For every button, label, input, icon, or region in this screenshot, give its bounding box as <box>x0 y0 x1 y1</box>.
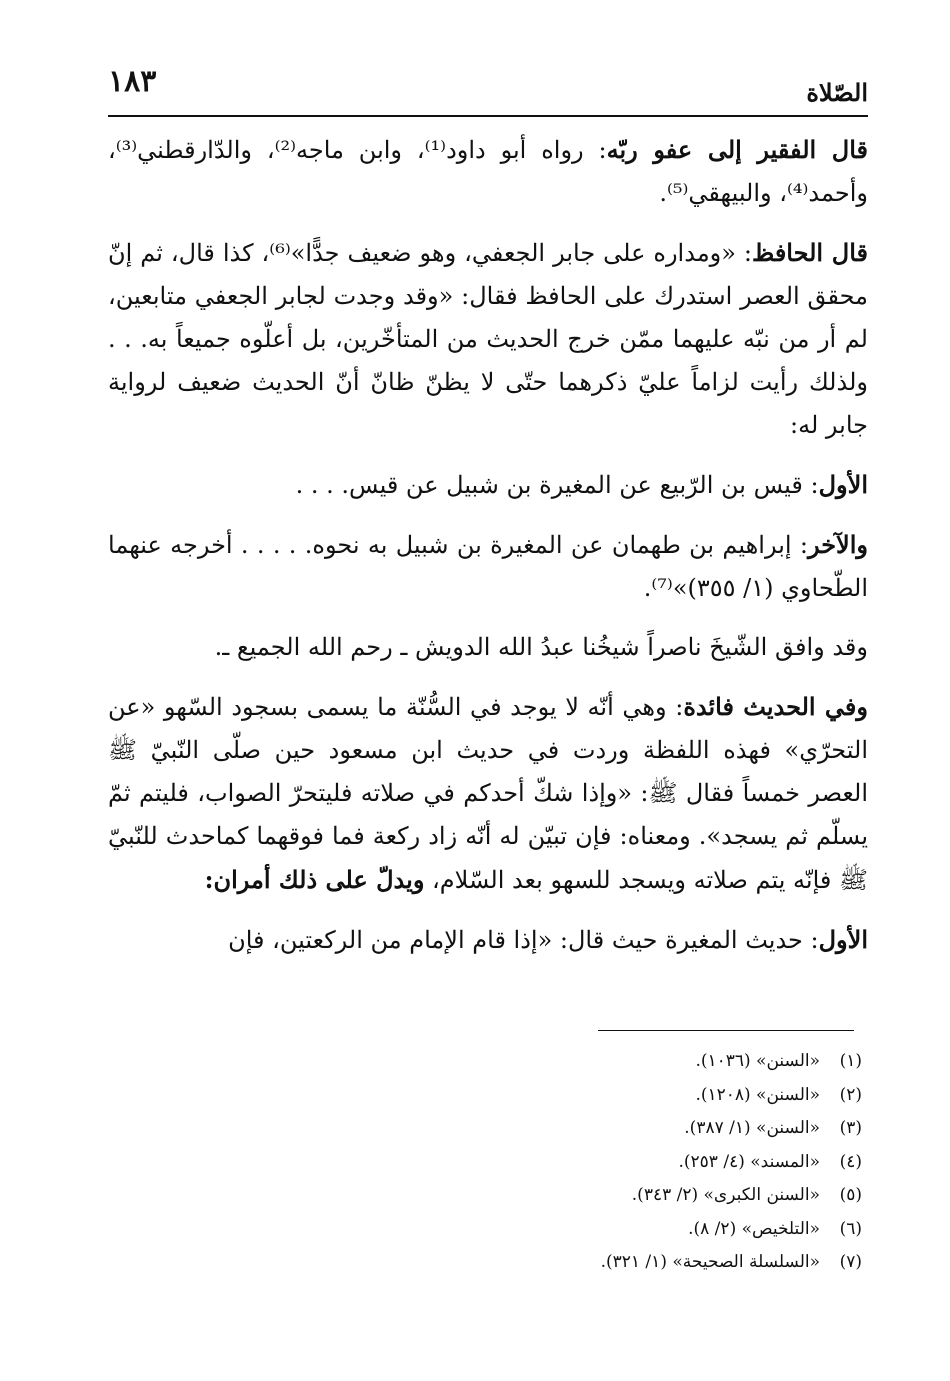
paragraph-lead: وفي الحديث فائدة <box>683 692 868 721</box>
footnote-rule <box>598 1030 854 1031</box>
footnote-number: (١) <box>839 1051 862 1071</box>
paragraph-lead: قال الفقير إلى عفو ربّه <box>606 135 869 164</box>
footnote-number: (٦) <box>839 1218 862 1239</box>
footnote-text: «المسند» (٤/ ٢٥٣). <box>678 1151 820 1172</box>
footnote-item <box>402 1079 862 1113</box>
footnote-number: (٥) <box>839 1185 862 1205</box>
paragraph-4 <box>108 523 868 610</box>
footnote-number: (٤) <box>839 1151 862 1172</box>
footnote-text: «السنن» (١٢٠٨). <box>695 1084 820 1105</box>
paragraph-3 <box>108 463 868 507</box>
footnote-item <box>402 1213 862 1247</box>
paragraph-text: وقد وافق الشّيخَ ناصراً شيخُنا عبدُ الله الدويش ـ رحم الله الجميع ـ. <box>214 633 868 661</box>
paragraph-2 <box>108 231 868 447</box>
footnote-text: «السنن» (١٠٣٦). <box>695 1051 820 1071</box>
footnote-item <box>402 1146 862 1180</box>
footnote-text: «السنن الكبرى» (٢/ ٣٤٣). <box>631 1185 820 1205</box>
footnote-item <box>402 1246 862 1280</box>
paragraph-lead: قال الحافظ <box>752 238 869 267</box>
footnote-text: «السنن» (١/ ٣٨٧). <box>684 1118 820 1138</box>
paragraph-lead: والآخر <box>807 530 868 559</box>
page-number: ١٨٣ <box>108 64 157 99</box>
paragraph-text: : «ومداره على جابر الجعفي، وهو ضعيف جدًّا»⁽⁶⁾، كذا قال، ثم إنّ محقق العصر استدرك على الحافظ فقال: «وقد وجدت لجابر الجعفي متابعين، لم أر من نبّه عليهما ممّن خرج الحديث من المتأخّرين، بل أعلّوه جميعاً به. . . ولذلك رأيت لزاماً عليّ ذكرهما حتّى لا يظنّ ظانّ أنّ الحديث ضعيف لرواية جابر له: <box>108 239 868 439</box>
paragraph-text: : إبراهيم بن طهمان عن المغيرة بن شبيل به نحوه. . . . . أخرجه عنهما الطّحاوي (١/ ٣٥٥)»⁽⁷⁾. <box>108 531 868 602</box>
running-title: الصّلاة <box>806 78 868 107</box>
header-rule <box>108 115 868 117</box>
page-header <box>108 60 868 108</box>
footnote-number: (٣) <box>839 1118 862 1138</box>
footnote-number: (٢) <box>839 1084 862 1105</box>
paragraph-tail: ويدلّ على ذلك أمران: <box>204 865 425 894</box>
footnote-text: «السلسلة الصحيحة» (١/ ٣٢١). <box>600 1252 820 1272</box>
footnote-item <box>402 1179 862 1213</box>
footnote-text: «التلخيص» (٢/ ٨). <box>688 1218 820 1239</box>
main-text <box>108 128 868 978</box>
paragraph-text: : حديث المغيرة حيث قال: «إذا قام الإمام من الركعتين، فإن <box>228 926 819 954</box>
paragraph-lead: الأول <box>818 470 868 499</box>
paragraph-5 <box>108 626 868 669</box>
paragraph-text: : قيس بن الرّبيع عن المغيرة بن شبيل عن قيس. . . . <box>295 471 819 499</box>
paragraph-text: : رواه أبو داود⁽¹⁾، وابن ماجه⁽²⁾، والدّارقطني⁽³⁾، وأحمد⁽⁴⁾، والبيهقي⁽⁵⁾. <box>108 136 868 207</box>
footnote-item <box>402 1112 862 1146</box>
paragraph-6 <box>108 685 868 902</box>
paragraph-1 <box>108 128 868 215</box>
footnotes <box>402 1045 862 1280</box>
footnote-number: (٧) <box>839 1252 862 1272</box>
paragraph-text: : وهي أنّه لا يوجد في السُّنّة ما يسمى بسجود السّهو «عن التحرّي» فهذه اللفظة وردت في حديث ابن مسعود حين صلّى النّبيّ ﷺ العصر خمساً فقال ﷺ: «وإذا شكّ أحدكم في صلاته فليتحرّ الصواب، فليتم ثمّ يسلّم ثم يسجد». ومعناه: فإن تبيّن له أنّه زاد ركعة فما فوقهما كماحدث للنّبيّ ﷺ فإنّه يتم صلاته ويسجد للسهو بعد السّلام، <box>108 693 868 894</box>
footnote-item <box>402 1045 862 1079</box>
paragraph-7 <box>108 918 868 962</box>
paragraph-lead: الأول <box>818 925 868 954</box>
